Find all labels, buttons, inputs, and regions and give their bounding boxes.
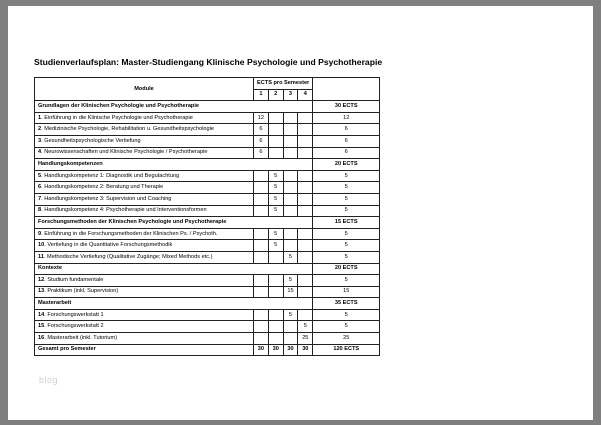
- module-number: 15: [38, 323, 45, 330]
- section-label: Masterarbeit: [35, 298, 313, 310]
- section-total: 30 ECTS: [313, 101, 380, 113]
- semester-cell: [268, 333, 283, 345]
- semester-cell: [268, 321, 283, 333]
- module-total: 5: [313, 170, 380, 182]
- semester-cell: [254, 251, 269, 263]
- table-row: [35, 147, 380, 159]
- module-label: Handlungskompetenz 2: Beratung und Therapie: [44, 184, 164, 191]
- study-plan-table: [34, 77, 380, 356]
- semester-cell: [268, 147, 283, 159]
- semester-cell: [254, 193, 269, 205]
- module-label: Neurowissenschaften und Klinische Psychologie / Psychotherapie: [44, 149, 208, 156]
- total-row: [35, 344, 380, 356]
- section-total: 20 ECTS: [313, 263, 380, 275]
- module-number: 8: [38, 207, 42, 214]
- module-label: Methodische Vertiefung (Qualitative Zugänge; Mixed Methods etc.): [47, 253, 213, 260]
- module-total: 5: [313, 182, 380, 194]
- semester-cell: [268, 275, 283, 287]
- semester-cell: [283, 112, 298, 124]
- semester-cell: [254, 333, 269, 345]
- module-label: Gesundheitspsychologische Vertiefung: [44, 137, 141, 144]
- module-total: 6: [313, 135, 380, 147]
- module-total: 6: [313, 147, 380, 159]
- semester-header: 4: [298, 89, 313, 101]
- module-label: Forschungswerkstatt 1: [47, 311, 104, 318]
- module-cell: 12. Studium fundamentale: [35, 275, 254, 287]
- module-cell: 7. Handlungskompetenz 3: Supervision und Coaching: [35, 193, 254, 205]
- semester-cell: 5: [283, 251, 298, 263]
- semester-cell: [283, 135, 298, 147]
- module-label: Vertiefung in die Quantitative Forschungsmethodik: [47, 242, 173, 249]
- module-number: 7: [38, 195, 42, 202]
- section-row: [35, 263, 380, 275]
- table-row: [35, 286, 380, 298]
- semester-cell: [268, 286, 283, 298]
- module-total: 5: [313, 321, 380, 333]
- semester-cell: [283, 228, 298, 240]
- semester-cell: [283, 321, 298, 333]
- module-total: 5: [313, 240, 380, 252]
- semester-cell: [268, 124, 283, 136]
- module-header: Module: [35, 78, 254, 101]
- module-cell: 6. Handlungskompetenz 2: Beratung und Therapie: [35, 182, 254, 194]
- semester-cell: [283, 205, 298, 217]
- module-total: 25: [313, 333, 380, 345]
- semester-cell: [298, 309, 313, 321]
- semester-cell: 25: [298, 333, 313, 345]
- table-row: [35, 275, 380, 287]
- semester-cell: [298, 147, 313, 159]
- semester-total: 30: [298, 344, 313, 356]
- module-label: Einführung in die Forschungsmethoden der Klinischen Ps. / Psychoth.: [44, 230, 218, 237]
- semester-cell: [298, 170, 313, 182]
- semester-cell: 15: [283, 286, 298, 298]
- semester-header: 2: [268, 89, 283, 101]
- module-number: 3: [38, 137, 42, 144]
- module-number: 16: [38, 334, 45, 341]
- table-row: [35, 112, 380, 124]
- module-cell: 1. Einführung in die Klinische Psychologie und Psychotherapie: [35, 112, 254, 124]
- module-label: Forschungswerkstatt 2: [47, 323, 104, 330]
- semester-cell: [298, 275, 313, 287]
- semester-cell: [298, 240, 313, 252]
- semester-cell: [254, 205, 269, 217]
- semester-total: 30: [254, 344, 269, 356]
- watermark: blog: [39, 375, 59, 385]
- table-row: [35, 251, 380, 263]
- semester-cell: [298, 205, 313, 217]
- semester-cell: 5: [268, 182, 283, 194]
- semester-total: 30: [283, 344, 298, 356]
- module-total: 6: [313, 124, 380, 136]
- table-row: [35, 309, 380, 321]
- section-total: 35 ECTS: [313, 298, 380, 310]
- semester-cell: [283, 147, 298, 159]
- section-row: [35, 298, 380, 310]
- semester-cell: 6: [254, 124, 269, 136]
- semester-cell: 5: [268, 205, 283, 217]
- semester-cell: [254, 170, 269, 182]
- section-row: [35, 101, 380, 113]
- module-total: 5: [313, 275, 380, 287]
- semester-cell: 5: [283, 309, 298, 321]
- semester-cell: [283, 182, 298, 194]
- module-cell: 4. Neurowissenschaften und Klinische Psychologie / Psychotherapie: [35, 147, 254, 159]
- semester-cell: [298, 286, 313, 298]
- section-label: Kontexte: [35, 263, 313, 275]
- semester-cell: [298, 112, 313, 124]
- module-number: 5: [38, 172, 42, 179]
- module-number: 12: [38, 276, 45, 283]
- module-cell: 2. Medizinische Psychologie, Rehabilitation u. Gesundheitspsychologie: [35, 124, 254, 136]
- semester-cell: [254, 309, 269, 321]
- semester-cell: [298, 193, 313, 205]
- semester-total: 30: [268, 344, 283, 356]
- semester-cell: [254, 240, 269, 252]
- section-row: [35, 217, 380, 229]
- module-label: Studium fundamentale: [47, 276, 104, 283]
- semester-cell: [283, 124, 298, 136]
- section-total: 20 ECTS: [313, 159, 380, 171]
- module-total: 5: [313, 251, 380, 263]
- module-number: 14: [38, 311, 45, 318]
- module-number: 10: [38, 242, 45, 249]
- module-cell: 16. Masterarbeit (inkl. Tutorium): [35, 333, 254, 345]
- semester-cell: [254, 321, 269, 333]
- module-number: 13: [38, 288, 45, 295]
- module-label: Handlungskompetenz 4: Psychotherapie und Interventionsformen: [44, 207, 207, 214]
- semester-cell: [254, 228, 269, 240]
- semester-cell: 6: [254, 147, 269, 159]
- semester-cell: [283, 193, 298, 205]
- module-total: 5: [313, 309, 380, 321]
- table-row: [35, 240, 380, 252]
- semester-cell: [254, 275, 269, 287]
- module-cell: 10. Vertiefung in die Quantitative Forschungsmethodik: [35, 240, 254, 252]
- semester-cell: [254, 182, 269, 194]
- semester-cell: [283, 170, 298, 182]
- semester-cell: 5: [268, 193, 283, 205]
- module-cell: 8. Handlungskompetenz 4: Psychotherapie und Interventionsformen: [35, 205, 254, 217]
- module-label: Handlungskompetenz 3: Supervision und Coaching: [44, 195, 172, 202]
- semester-cell: [268, 309, 283, 321]
- section-row: [35, 159, 380, 171]
- module-number: 9: [38, 230, 42, 237]
- semester-cell: 5: [268, 240, 283, 252]
- semester-cell: [283, 333, 298, 345]
- semester-cell: 5: [268, 170, 283, 182]
- grand-total: 120 ECTS: [313, 344, 380, 356]
- semester-cell: 5: [298, 321, 313, 333]
- table-row: [35, 170, 380, 182]
- total-header: [313, 78, 380, 101]
- semester-cell: [298, 228, 313, 240]
- section-label: Forschungsmethoden der Klinischen Psychologie und Psychotherapie: [35, 217, 313, 229]
- semester-cell: [254, 286, 269, 298]
- semester-cell: [298, 124, 313, 136]
- module-total: 12: [313, 112, 380, 124]
- table-row: [35, 321, 380, 333]
- module-total: 5: [313, 228, 380, 240]
- semester-cell: 12: [254, 112, 269, 124]
- module-cell: 15. Forschungswerkstatt 2: [35, 321, 254, 333]
- table-row: [35, 333, 380, 345]
- module-total: 5: [313, 193, 380, 205]
- module-total: 15: [313, 286, 380, 298]
- total-label: Gesamt pro Semester: [35, 344, 254, 356]
- table-row: [35, 228, 380, 240]
- module-number: 4: [38, 149, 42, 156]
- document-page: [8, 6, 593, 420]
- table-row: [35, 205, 380, 217]
- semester-cell: [268, 135, 283, 147]
- table-row: [35, 182, 380, 194]
- module-cell: 13. Praktikum (inkl. Supervision): [35, 286, 254, 298]
- table-header-row: [35, 78, 380, 90]
- table-row: [35, 193, 380, 205]
- module-cell: 3. Gesundheitspsychologische Vertiefung: [35, 135, 254, 147]
- table-row: [35, 124, 380, 136]
- section-label: Grundlagen der Klinischen Psychologie und Psychotherapie: [35, 101, 313, 113]
- module-label: Handlungskompetenz 1: Diagnostik und Begutachtung: [44, 172, 180, 179]
- semester-header: 3: [283, 89, 298, 101]
- semester-cell: [283, 240, 298, 252]
- ects-per-semester-header: ECTS pro Semester: [254, 78, 313, 90]
- module-number: 1: [38, 114, 42, 121]
- section-total: 15 ECTS: [313, 217, 380, 229]
- semester-cell: [268, 112, 283, 124]
- module-label: Medizinische Psychologie, Rehabilitation u. Gesundheitspsychologie: [44, 126, 215, 133]
- document-title: Studienverlaufsplan: Master-Studiengang Klinische Psychologie und Psychotherapie: [34, 57, 383, 67]
- section-label: Handlungskompetenzen: [35, 159, 313, 171]
- module-label: Praktikum (inkl. Supervision): [47, 288, 119, 295]
- module-cell: 14. Forschungswerkstatt 1: [35, 309, 254, 321]
- module-label: Einführung in die Klinische Psychologie und Psychotherapie: [44, 114, 193, 121]
- semester-cell: [298, 135, 313, 147]
- semester-cell: 5: [283, 275, 298, 287]
- module-cell: 9. Einführung in die Forschungsmethoden der Klinischen Ps. / Psychoth.: [35, 228, 254, 240]
- module-cell: 11. Methodische Vertiefung (Qualitative Zugänge; Mixed Methods etc.): [35, 251, 254, 263]
- semester-header: 1: [254, 89, 269, 101]
- table-row: [35, 135, 380, 147]
- module-number: 6: [38, 184, 42, 191]
- module-number: 11: [38, 253, 44, 260]
- semester-cell: [268, 251, 283, 263]
- semester-cell: 5: [268, 228, 283, 240]
- semester-cell: [298, 251, 313, 263]
- module-total: 5: [313, 205, 380, 217]
- module-number: 2: [38, 126, 42, 133]
- semester-cell: [298, 182, 313, 194]
- module-label: Masterarbeit (inkl. Tutorium): [47, 334, 117, 341]
- module-cell: 5. Handlungskompetenz 1: Diagnostik und Begutachtung: [35, 170, 254, 182]
- semester-cell: 6: [254, 135, 269, 147]
